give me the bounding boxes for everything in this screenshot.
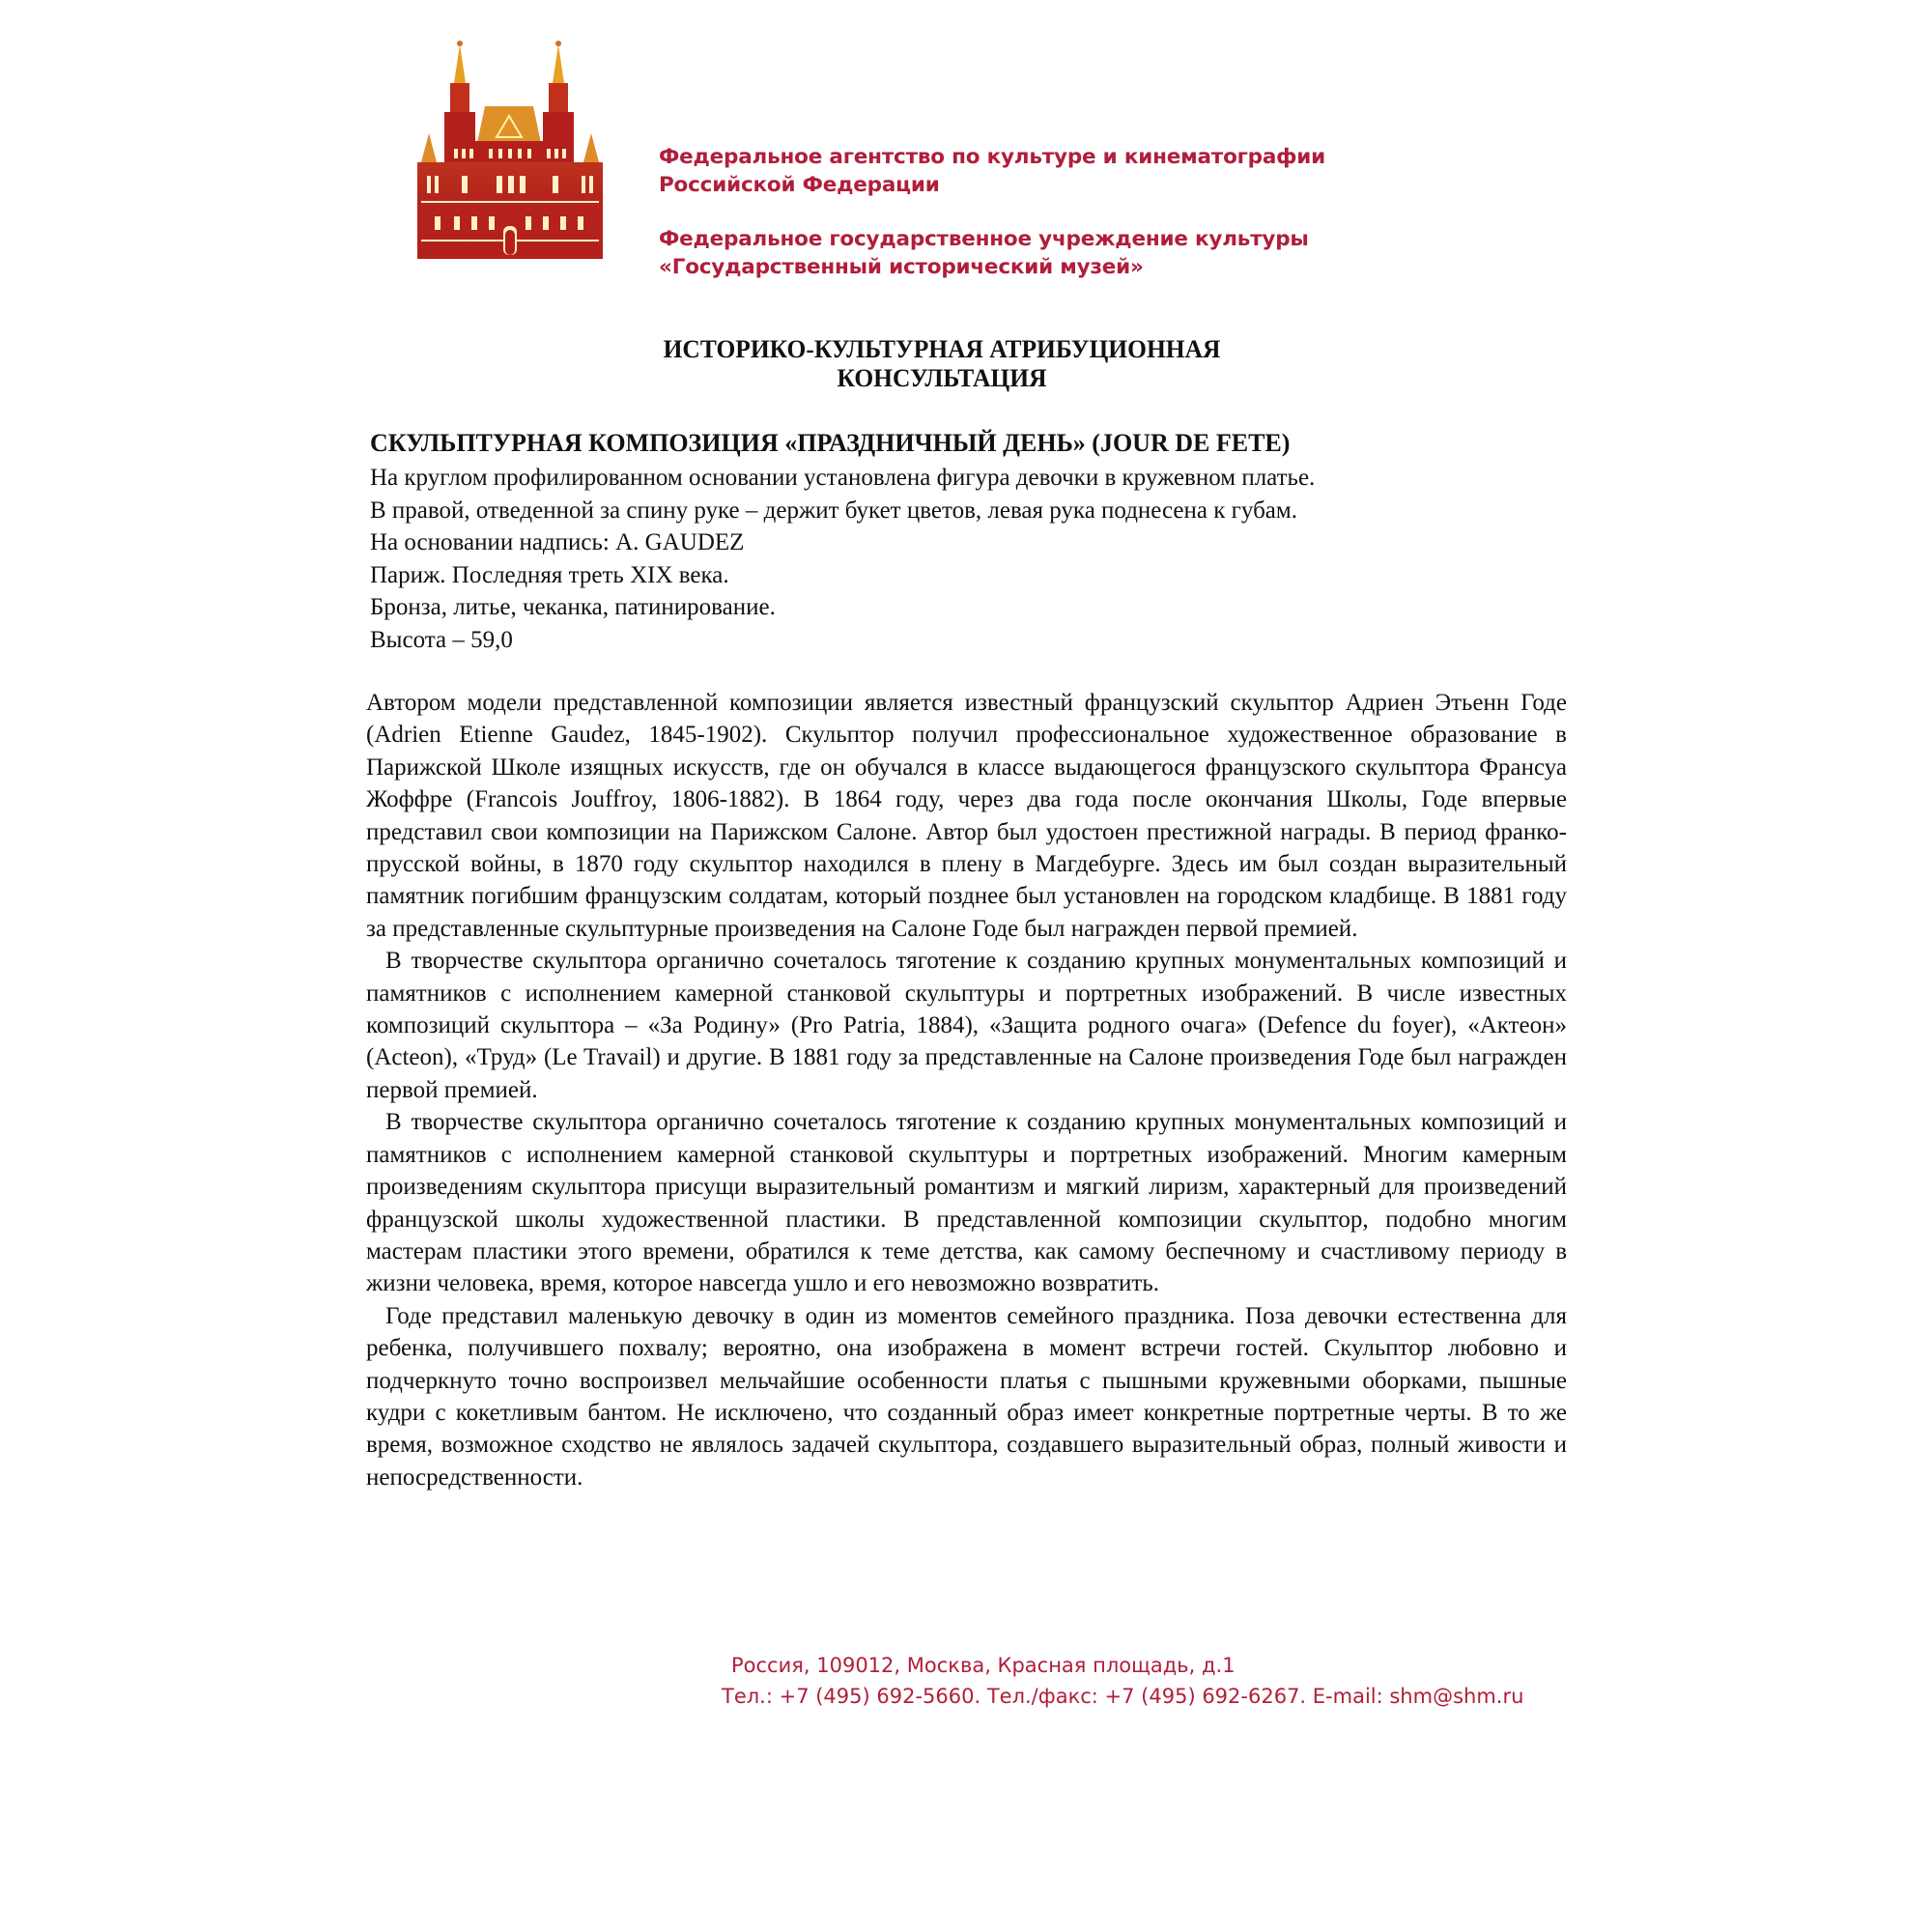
document-title: [379, 335, 1505, 393]
footer-contacts: Тел.: +7 (495) 692-5660. Тел./факс: +7 (495) 692-6267. E-mail: shm@shm.ru: [722, 1685, 1524, 1708]
agency-name-line: Федеральное агентство по культуре и кинематографии: [659, 145, 1326, 169]
body-paragraph: Автором модели представленной композиции является известный французский скульптор Адриен Этьенн Годе (Adrien Etienne Gaudez, 1845-1902). Скульптор получил профессиональное художественное образование в Парижской Школе изящных искусств, где он обучался в классе выдающегося французского скульптора Франсуа Жоффре (Francois Jouffroy, 1806-1882). В 1864 году, через два года после окончания Школы, Годе впервые представил свои композиции на Парижском Салоне. Автор был удостоен престижной награды. В период франко-прусской войны, в 1870 году скульптор находился в плену в Магдебурге. Здесь им был создан выразительный памятник погибшим французским солдатам, который позднее был установлен на городском кладбище. В 1881 году за представленные скульптурные произведения на Салоне Годе был награжден первой премией.: [366, 690, 1567, 942]
property-line: На круглом профилированном основании установлена фигура девочки в кружевном платье.: [370, 465, 1316, 491]
museum-building-logo: [408, 37, 612, 263]
body-paragraph: В творчестве скульптора органично сочеталось тяготение к созданию крупных монументальных композиций и памятников с исполнением камерной станковой скульптуры и портретных изображений. В числе известных композиций скульптора – «За Родину» (Pro Patria, 1884), «Защита родного очага» (Defence du foyer), «Актеон» (Acteon), «Труд» (Le Travail) и другие. В 1881 году за представленные на Салоне произведения Годе был награжден первой премией.: [366, 948, 1567, 1103]
museum-name-line: Федеральное государственное учреждение культуры: [659, 227, 1309, 251]
footer-address: Россия, 109012, Москва, Красная площадь, д.1: [731, 1654, 1236, 1677]
agency-name: [659, 143, 1325, 199]
body-paragraph: В творчестве скульптора органично сочеталось тяготение к созданию крупных монументальных композиций и памятников с исполнением камерной станковой скульптуры и портретных изображений. Многим камерным произведениям скульптора присущи выразительный романтизм и мягкий лиризм, характерный для произведений французской школы художественной пластики. В представленной композиции скульптор, подобно многим мастерам пластики этого времени, обратился к теме детства, как самому беспечному и счастливому периоду в жизни человека, время, которое навсегда ушло и его невозможно возвратить.: [366, 1109, 1567, 1297]
museum-name-line: «Государственный исторический музей»: [659, 255, 1144, 279]
property-line: Париж. Последняя треть XIX века.: [370, 561, 729, 588]
body-paragraph: Годе представил маленькую девочку в один из моментов семейного праздника. Поза девочки естественна для ребенка, получившего похвалу; вероятно, она изображена в момент встречи гостей. Скульптор любовно и подчеркнуто точно воспроизвел мельчайшие особенности платья с пышными кружевными оборками, пышные кудри с кокетливым бантом. Не исключено, что созданный образ имеет конкретные портретные черты. В то же время, возможное сходство не являлось задачей скульптора, создавшего выразительный образ, полный живости и непосредственности.: [366, 1302, 1567, 1491]
artwork-properties: [370, 462, 1315, 656]
artwork-title: СКУЛЬПТУРНАЯ КОМПОЗИЦИЯ «ПРАЗДНИЧНЫЙ ДЕНЬ» (JOUR DE FETE): [370, 429, 1291, 457]
property-line: Бронза, литье, чеканка, патинирование.: [370, 594, 776, 620]
museum-name: [659, 225, 1309, 281]
document-body: [366, 687, 1567, 1493]
property-line: В правой, отведенной за спину руке – держит букет цветов, левая рука поднесена к губам.: [370, 497, 1297, 524]
document-title-line: ИСТОРИКО-КУЛЬТУРНАЯ АТРИБУЦИОННАЯ: [663, 335, 1221, 363]
property-line: На основании надпись: A. GAUDEZ: [370, 529, 745, 555]
agency-name-line: Российской Федерации: [659, 173, 940, 197]
property-line: Высота – 59,0: [370, 626, 513, 653]
document-title-line: КОНСУЛЬТАЦИЯ: [837, 364, 1047, 392]
